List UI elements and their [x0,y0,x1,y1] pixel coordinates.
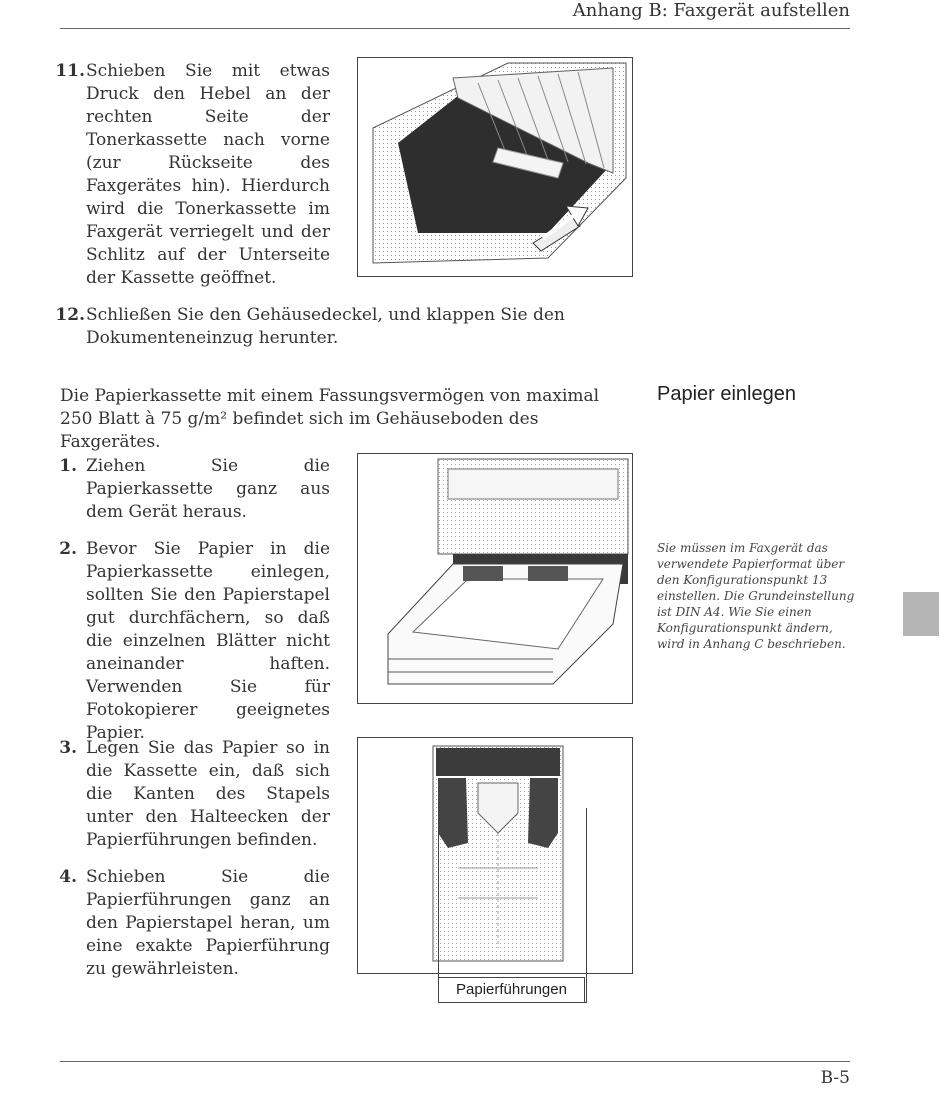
step-3-number: 3. [59,738,77,758]
thumb-index-tab [903,592,939,636]
step-11-text: Schieben Sie mit etwas Druck den Hebel an der rechten Seite der Tonerkassette nach vorne (zur Rückseite des Faxgerätes hin). Hierdurch wird die Tonerkassette im Faxgerät verriegelt und der Schlitz auf der Unterseite der Kassette geöffnet. [86,61,330,288]
step-1-number: 1. [59,456,77,476]
step-4-text: Schieben Sie die Papierführungen ganz an den Papierstapel heran, um eine exakte Papierführung zu gewährleisten. [86,867,330,979]
step-1-text: Ziehen Sie die Papierkassette ganz aus dem Gerät heraus. [86,456,330,522]
step-2-number: 2. [59,539,77,559]
sidebar-title: Papier einlegen [657,383,796,405]
sidebar-note: Sie müssen im Faxgerät das verwendete Papierformat über den Konfigurationspunkt 13 einstellen. Die Grundeinstellung ist DIN A4. Wie Sie einen Konfigurationspunkt ändern, wird in Anhang C beschrieben. [657,541,855,651]
page-number: B-5 [820,1068,850,1088]
step-12-number: 12. [55,305,85,325]
footer-rule [60,1061,850,1062]
figure-label: Papierführungen [438,977,585,1003]
step-2-text: Bevor Sie Papier in die Papierkassette einlegen, sollten Sie den Papierstapel gut durchfächern, so daß die einzelnen Blätter nicht aneinander haften. Verwenden Sie für Fotokopierer geeignetes Papier. [86,539,330,743]
paper-cassette-figure [357,453,633,704]
paper-intro-paragraph: Die Papierkassette mit einem Fassungsvermögen von maximal 250 Blatt à 75 g/m² befindet sich im Gehäuseboden des Faxgerätes. [60,386,600,452]
page-header-title: Anhang B: Faxgerät aufstellen [572,0,850,21]
header-rule [60,28,850,29]
step-4-number: 4. [59,867,77,887]
toner-cassette-figure [357,57,633,277]
step-3-text: Legen Sie das Papier so in die Kassette ein, daß sich die Kanten des Stapels unter den Halteecken der Papierführungen befinden. [86,738,330,850]
step-11-number: 11. [55,61,85,81]
callout-bracket [438,808,587,1003]
step-12-text: Schließen Sie den Gehäusedeckel, und klappen Sie den Dokumenteneinzug herunter. [86,305,565,348]
